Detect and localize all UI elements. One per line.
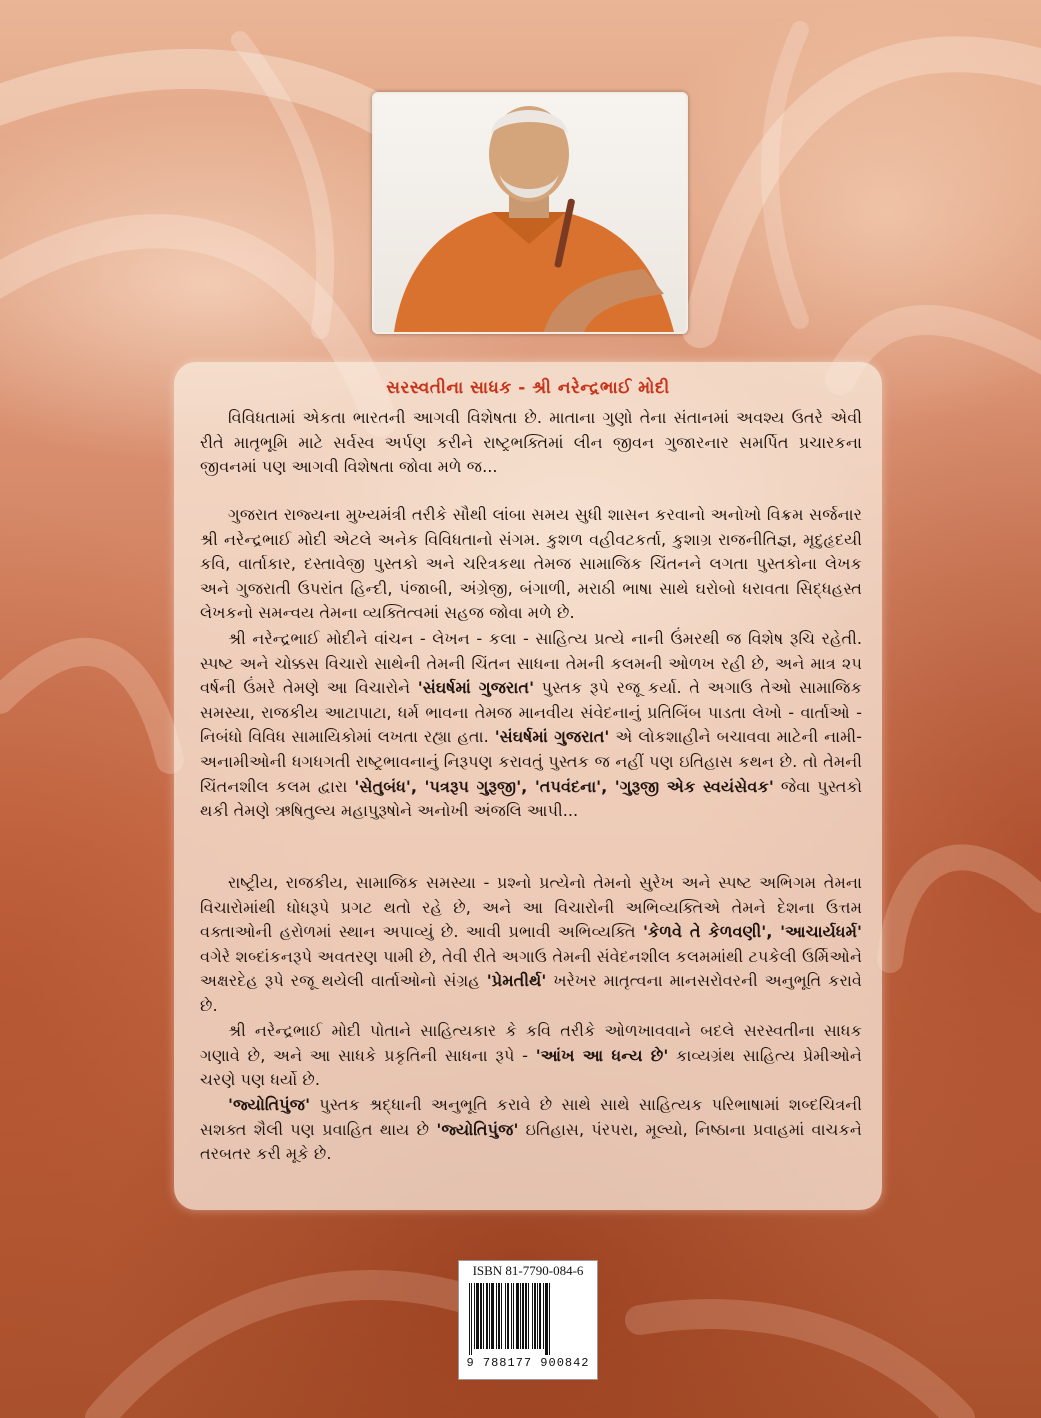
bold-title-text: 'સંઘર્ષમાં ગુજરાત' <box>417 678 535 698</box>
paragraph-text: જેવા પુસ્તકો થકી તેમણે ઋષિતુલ્ય મહાપુરૂષોને અનોખી અંજલિ આપી... <box>200 776 862 821</box>
section-heading: સરસ્વતીના સાધક - શ્રી નરેન્દ્રભાઈ મોદી <box>386 378 670 398</box>
barcode-bar <box>507 1283 509 1349</box>
barcode-bar <box>549 1283 550 1355</box>
paragraph-text: રાષ્ટ્રીય, રાજકીય, સામાજિક સમસ્યા - પ્રશ્નો પ્રત્યેનો તેમનો સુરેખ અને સ્પષ્ટ અભિગમ તેમના વિચારોમાંથી ધોધરૂપે પ્રગટ થતો રહે છે, અને આ વિચારોની અભિવ્યક્તિએ તેમને દેશના ઉત્તમ વક્તાઓની હરોળમાં સ્થાન અપાવ્યું છે. આવી પ્રભાવી અભિવ્યક્તિ <box>200 873 862 942</box>
barcode-bar <box>528 1283 529 1349</box>
barcode-bar <box>539 1283 541 1349</box>
bold-title-text: 'કેળવે તે કેળવણી', 'આચાર્યધર્મ' <box>642 922 862 942</box>
paragraph-text: પુસ્તક રૂપે રજૂ કર્યા. તે અગાઉ તેઓ સામાજિક સમસ્યા, રાજકીય આટાપાટા, ધર્મ ભાવના તેમજ માનવીય સંવેદનાનું પ્રતિબિંબ પાડતા લેખો - વાર્તાઓ - નિબંધો વિવિધ સામાયિકોમાં લખતા રહ્યા હતા. <box>200 678 863 747</box>
isbn-label: ISBN 81-7790-084-6 <box>472 1263 584 1278</box>
bold-title-text: 'જ્યોતિપુંજ' <box>436 1119 519 1139</box>
paragraph-text: કાવ્યગ્રંથ સાહિત્ય પ્રેમીઓને ચરણે પણ ધર્યો છે. <box>200 1045 862 1090</box>
paragraph-text: વિવિધતામાં એકતા ભારતની આગવી વિશેષતા છે. માતાના ગુણો તેના સંતાનમાં અવશ્ય ઉતરે એવી રીતે માતૃભૂમિ માટે સર્વસ્વ અર્પણ કરીને રાષ્ટ્રભક્તિમાં લીન જીવન ગુજારનાર સમર્પિત પ્રચારકના જીવનમાં પણ આગવી વિશેષતા જોવા મળે જ... <box>200 408 862 477</box>
barcode-bar <box>505 1283 506 1349</box>
barcode-bar <box>501 1283 502 1349</box>
bold-title-text: 'સંઘર્ષમાં ગુજરાત' <box>494 727 610 747</box>
barcode-bar <box>534 1283 536 1349</box>
bold-title-text: 'પ્રેમતીર્થ' <box>486 971 547 991</box>
barcode-bar <box>489 1283 490 1349</box>
barcode-bar <box>496 1283 497 1349</box>
barcode-bar <box>522 1283 524 1349</box>
barcode-bar <box>486 1283 488 1349</box>
barcode-bar <box>476 1283 479 1349</box>
barcode-bar <box>471 1283 472 1355</box>
ean-number: 9 788177 900842 <box>466 1356 590 1370</box>
barcode-bar <box>474 1283 475 1349</box>
barcode-bar <box>498 1283 500 1349</box>
barcode-bar <box>545 1283 548 1355</box>
barcode-bar <box>469 1283 470 1355</box>
barcode-bar <box>480 1283 482 1349</box>
isbn-barcode <box>458 1260 598 1380</box>
barcode-bar <box>491 1283 494 1349</box>
paragraph <box>200 1093 862 1167</box>
paragraph <box>200 627 862 824</box>
barcode-bar <box>513 1283 514 1349</box>
paragraph-text: પુસ્તક શ્રદ્ધાની અનુભૂતિ કરાવે છે સાથે સાથે સાહિત્યક પરિભાષામાં શબ્દચિત્રની સશક્ત શૈલી પણ પ્રવાહિત થાય છે <box>200 1095 862 1139</box>
barcode-bars <box>467 1283 589 1355</box>
barcode-bar <box>543 1283 544 1349</box>
paragraph-text: ખરેખર માતૃત્વના માનસરોવરની અનુભૂતિ કરાવે છે. <box>200 971 863 1015</box>
paragraph-text: શ્રી નરેન્દ્રભાઈ મોદીને વાંચન - લેખન - કલા - સાહિત્ય પ્રત્યે નાની ઉંમરથી જ વિશેષ રૂચિ રહેતી. સ્પષ્ટ અને ચોક્કસ વિચારો સાથેની તેમની ચિંતન સાધના તેમની કલમની ઓળખ રહી છે, અને માત્ર ૨૫ વર્ષની ઉંમરે તેમણે આ વિચારોને <box>200 629 862 698</box>
paragraph <box>200 871 862 1019</box>
author-photo <box>372 92 688 334</box>
barcode-bar <box>532 1283 533 1349</box>
author-portrait-illustration <box>374 94 686 332</box>
paragraph-text: વગેરે શબ્દાંકનરૂપે અવતરણ પામી છે, તેવી રીતે અગાઉ તેમની સંવેદનશીલ કલમમાંથી ટપકેલી ઉર્મિઓને અક્ષરદેહ રૂપે રજૂ થયેલી વાર્તાઓનો સંગ્રહ <box>200 946 862 991</box>
paragraph-text: શ્રી નરેન્દ્રભાઈ મોદી પોતાને સાહિત્યકાર કે કવિ તરીકે ઓળખાવવાને બદલે સરસ્વતીના સાધક ગણાવે છે, અને આ સાધકે પ્રકૃતિની સાધના રૂપે - <box>200 1021 862 1065</box>
paragraph-text: એ લોકશાહીને બચાવવા માટેની નામી-અનામીઓની ધગધગતી રાષ્ટ્રભાવનાનું નિરૂપણ કરાવતું પુસ્તક જ નહીં પણ ઇતિહાસ કથન છે. તો તેમની ચિંતનશીલ કલમ દ્વારા <box>200 727 862 796</box>
paragraph <box>200 406 862 480</box>
bold-title-text: 'સેતુબંધ', 'પત્રરૂપ ગુરૂજી', 'તપવંદના', 'ગુરૂજી એક સ્વયંસેવક' <box>354 776 774 796</box>
paragraph <box>200 1019 862 1093</box>
barcode-bar <box>537 1283 538 1349</box>
barcode-bar <box>511 1283 512 1349</box>
barcode-bar <box>483 1283 484 1349</box>
bold-title-text: 'જ્યોતિપુંજ' <box>228 1095 311 1114</box>
paragraph-text: ઇતિહાસ, પંરપરા, મૂલ્યો, નિષ્ઠાના પ્રવાહમાં વાચકને તરબતર કરી મૂકે છે. <box>200 1119 862 1164</box>
barcode-bar <box>520 1283 521 1349</box>
paragraph-text: ગુજરાત રાજ્યના મુખ્યમંત્રી તરીકે સૌથી લાંબા સમય સુધી શાસન કરવાનો અનોખો વિક્રમ સર્જનાર શ્રી નરેન્દ્રભાઈ મોદી એટલે અનેક વિવિધતાનો સંગમ. કુશળ વહીવટકર્તા, કુશાગ્ર રાજનીતિજ્ઞ, મૃદુહૃદયી કવિ, વાર્તાકાર, દસ્તાવેજી પુસ્તકો અને ચરિત્રકથા તેમજ સામાજિક ચિંતનને લગતા પુસ્તકોના લેખક અને ગુજરાતી ઉપરાંત હિન્દી, પંજાબી, અંગ્રેજી, બંગાળી, મરાઠી ભાષા સાથે ઘરોબો ધરાવતા સિદ્ધહસ્ત લેખકનો સમન્વય તેમના વ્યક્તિત્વમાં સહજ જોવા મળે છે. <box>200 505 862 623</box>
barcode-bar <box>516 1283 519 1349</box>
paragraph <box>200 503 862 626</box>
bold-title-text: 'આંખ આ ધન્ય છે' <box>535 1045 669 1065</box>
barcode-bar <box>525 1283 527 1349</box>
